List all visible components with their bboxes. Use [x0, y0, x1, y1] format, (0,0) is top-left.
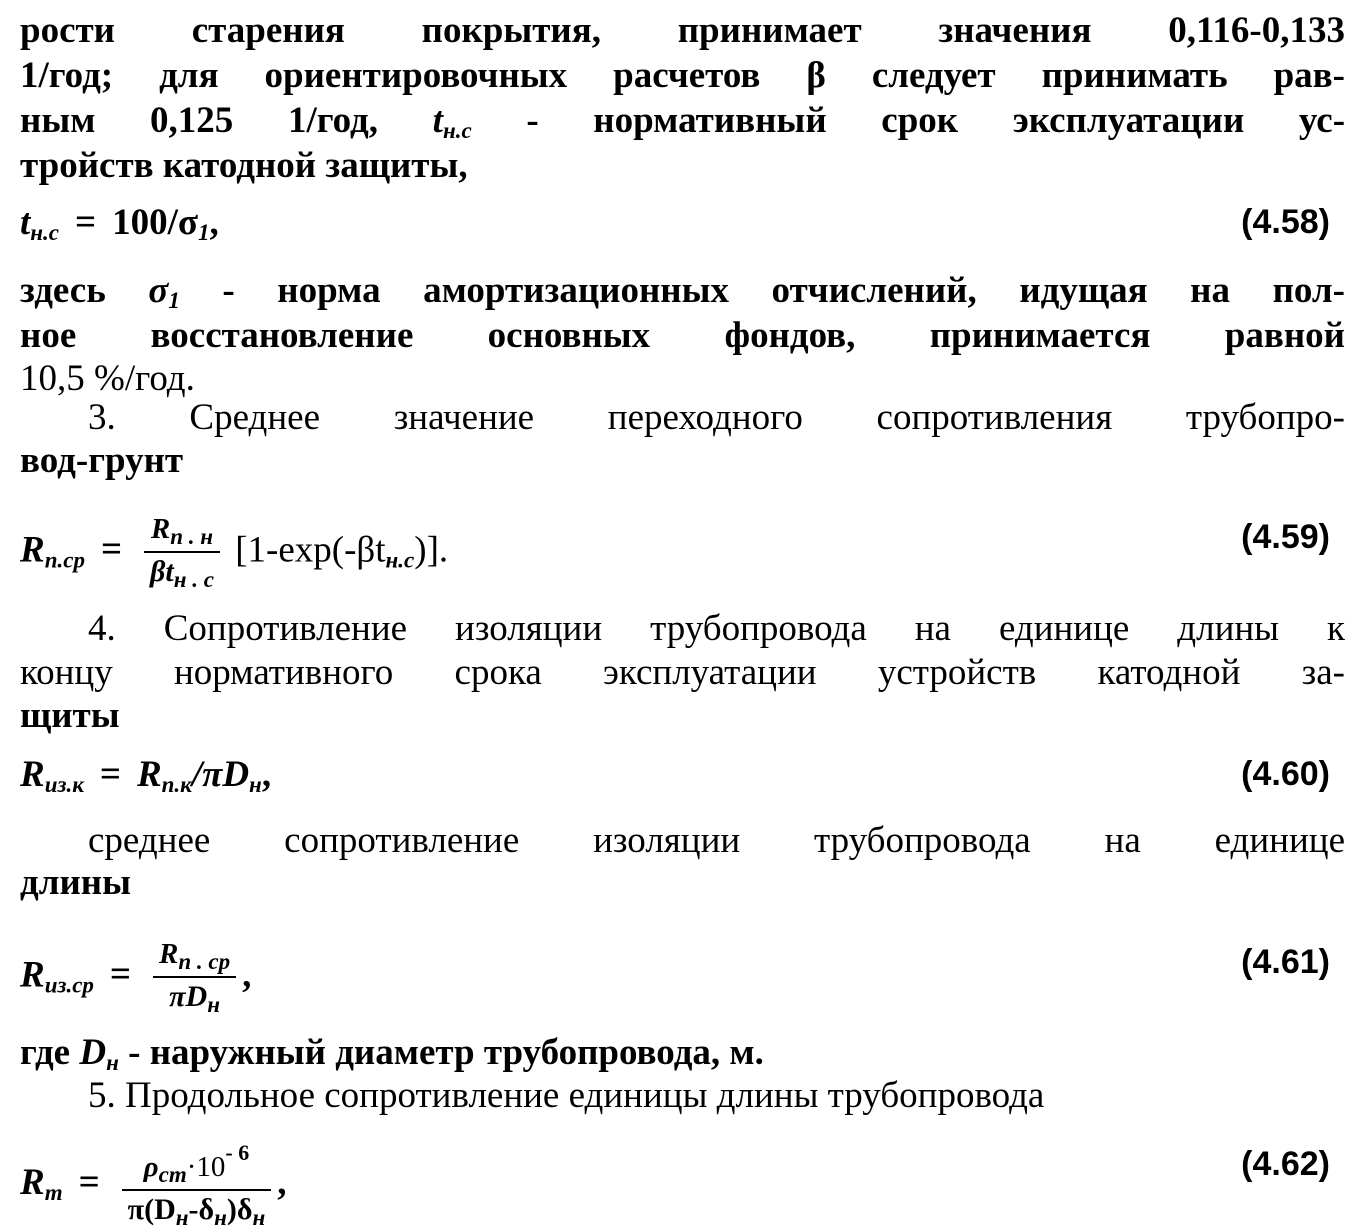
paragraph-line: щиты	[20, 695, 120, 736]
section-5-heading: 5. Продольное сопротивление единицы длины трубопровода	[88, 1075, 1045, 1116]
formula-number: (4.60)	[1241, 755, 1330, 793]
formula-4-61	[20, 940, 1330, 1020]
paragraph-line: тройств катодной защиты,	[20, 145, 468, 186]
formula-4-59	[20, 515, 1330, 595]
paragraph-line: где $D_н$ - наружный диаметр трубопровода, м.	[20, 1032, 764, 1075]
formula-number: (4.61)	[1241, 943, 1330, 981]
paragraph-line: вод-грунт	[20, 440, 184, 481]
paragraph-line: здесь $\sigma_1$ - норма амортизационных отчислений, идущая на пол-	[20, 270, 1345, 313]
formula-lhs: $R_{п.ср}$ = $\frac{R_{п . н}}{\beta t_{н . с}}$ $[1-\exp(-\beta t_{н.с})]$.	[20, 513, 449, 592]
formula-lhs: $R_{из.к} = R_{п.к}/\pi D_н$,	[20, 754, 272, 797]
fraction: $\frac{\rho_{ст}\cdot 10^{- 6}}{\pi(D_н-\delta_н)\delta_н}$	[122, 1142, 272, 1229]
formula-number: (4.62)	[1241, 1145, 1330, 1183]
formula-number: (4.58)	[1241, 203, 1330, 241]
fraction: $\frac{R_{п . ср}}{\pi D_н}$	[153, 940, 236, 1016]
paragraph-line: среднее сопротивление изоляции трубопровода на единице	[88, 820, 1345, 861]
formula-number: (4.59)	[1241, 518, 1330, 556]
section-4-heading: 4. Сопротивление изоляции трубопровода на единице длины к	[88, 608, 1345, 649]
formula-lhs: $R_{из.ср}$ = $\frac{R_{п . ср}}{\pi D_н}$ ,	[20, 938, 252, 1017]
paragraph-line: ное восстановление основных фондов, принимается равной	[20, 315, 1345, 356]
paragraph-line: ным 0,125 1/год, $t_{н.с}$ - нормативный срок эксплуатации ус-	[20, 100, 1346, 143]
paragraph-line: 10,5 %/год.	[20, 358, 195, 399]
formula-lhs: $R_т$ = $\frac{\rho_{ст}\cdot 10^{- 6}}{\pi(D_н-\delta_н)\delta_н}$ ,	[20, 1140, 287, 1230]
paragraph-line: рости старения покрытия, принимает значения 0,116-0,133	[20, 10, 1345, 51]
formula-lhs: $t_{н.с} = 100/\sigma_1$,	[20, 202, 219, 245]
paragraph-line: длины	[20, 862, 131, 903]
paragraph-line: концу нормативного срока эксплуатации устройств катодной за-	[20, 652, 1345, 693]
section-3-heading: 3. Среднее значение переходного сопротивления трубопро-	[88, 397, 1345, 438]
fraction: $\frac{R_{п . н}}{\beta t_{н . с}}$	[144, 515, 220, 591]
formula-4-62	[20, 1140, 1330, 1230]
paragraph-line: 1/год; для ориентировочных расчетов β следует принимать рав-	[20, 55, 1345, 96]
